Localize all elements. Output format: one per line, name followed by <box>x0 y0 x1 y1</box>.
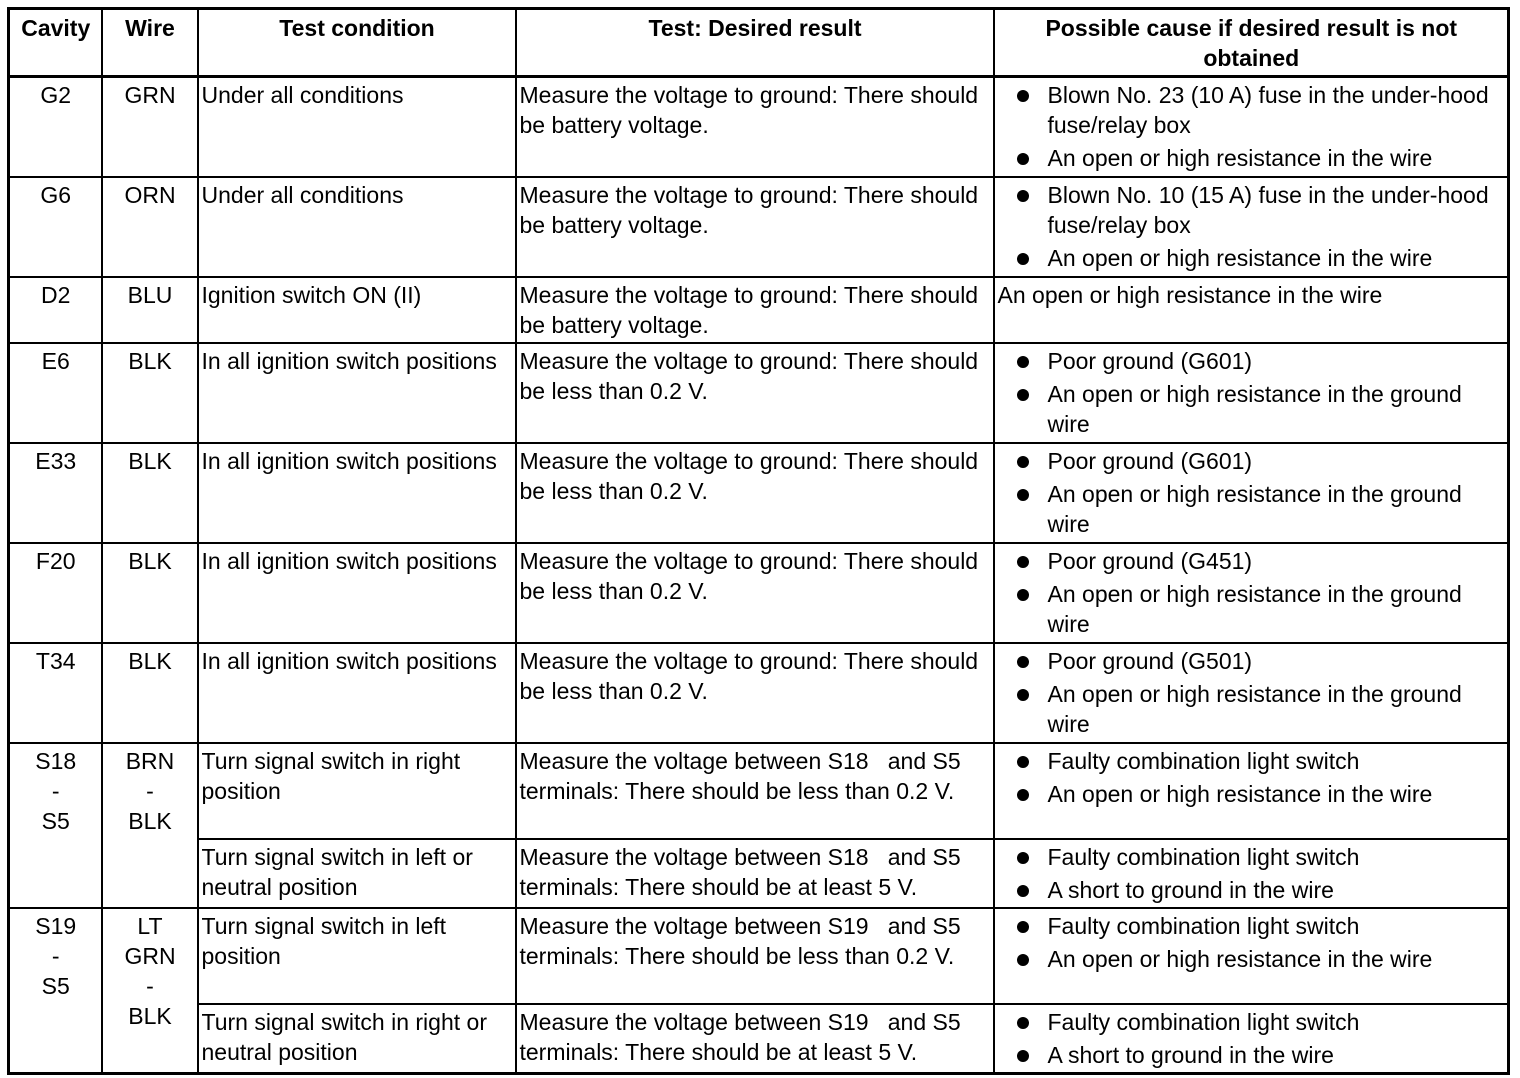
cause-cell <box>994 643 1509 743</box>
cause-item <box>998 446 1506 476</box>
cause-item <box>998 180 1506 240</box>
cause-item <box>998 779 1506 809</box>
cavity-line: S5 <box>41 807 70 834</box>
bullet-icon <box>1017 356 1029 368</box>
bullet-icon <box>1017 153 1029 165</box>
result-cell: Measure the voltage between S18 and S5 terminals: There should be at least 5 V. <box>516 839 994 908</box>
condition-cell: Ignition switch ON (II) <box>198 277 516 343</box>
table-row <box>9 177 1509 277</box>
condition-cell: In all ignition switch positions <box>198 643 516 743</box>
cavity-cell: E6 <box>9 343 102 443</box>
cause-cell <box>994 177 1509 277</box>
cause-text: A short to ground in the wire <box>1047 876 1334 903</box>
bullet-icon <box>1017 589 1029 601</box>
bullet-icon <box>1017 90 1029 102</box>
cavity-cell: F20 <box>9 543 102 643</box>
bullet-icon <box>1017 921 1029 933</box>
bullet-icon <box>1017 556 1029 568</box>
bullet-icon <box>1017 456 1029 468</box>
cavity-cell: T34 <box>9 643 102 743</box>
cause-item <box>998 1040 1506 1070</box>
cause-text: An open or high resistance in the ground wire <box>1047 480 1462 537</box>
cause-text: An open or high resistance in the wire <box>1047 244 1433 271</box>
wire-cell: GRN <box>102 77 198 177</box>
cause-item <box>998 911 1506 941</box>
cause-cell <box>994 743 1509 839</box>
result-cell: Measure the voltage to ground: There should be less than 0.2 V. <box>516 443 994 543</box>
cause-item <box>998 546 1506 576</box>
table-row <box>9 643 1509 743</box>
cause-item <box>998 679 1506 739</box>
bullet-icon <box>1017 689 1029 701</box>
cause-text: Blown No. 10 (15 A) fuse in the under-hood fuse/relay box <box>1047 181 1489 238</box>
wire-cell: BLU <box>102 277 198 343</box>
condition-cell: Turn signal switch in right or neutral position <box>198 1004 516 1074</box>
cavity-cell: E33 <box>9 443 102 543</box>
cause-text: An open or high resistance in the ground wire <box>1047 680 1462 737</box>
result-cell: Measure the voltage between S19 and S5 terminals: There should be at least 5 V. <box>516 1004 994 1074</box>
cause-text: Faulty combination light switch <box>1047 747 1360 774</box>
bullet-icon <box>1017 1050 1029 1062</box>
table-row <box>9 743 1509 839</box>
cavity-line: - <box>51 777 60 804</box>
bullet-icon <box>1017 852 1029 864</box>
wire-line: - <box>146 777 154 804</box>
result-cell: Measure the voltage to ground: There should be less than 0.2 V. <box>516 343 994 443</box>
wire-cell <box>102 743 198 908</box>
cause-item <box>998 842 1506 872</box>
cause-cell <box>994 908 1509 1004</box>
bullet-icon <box>1017 954 1029 966</box>
header-cavity: Cavity <box>9 9 102 77</box>
wire-cell <box>102 908 198 1074</box>
cause-item <box>998 346 1506 376</box>
result-cell: Measure the voltage between S19 and S5 terminals: There should be less than 0.2 V. <box>516 908 994 1004</box>
cause-text: Poor ground (G601) <box>1047 447 1253 474</box>
connector-test-table <box>7 7 1510 1075</box>
cause-text: An open or high resistance in the ground wire <box>1047 580 1462 637</box>
cause-item <box>998 746 1506 776</box>
bullet-icon <box>1017 789 1029 801</box>
cause-item <box>998 579 1506 639</box>
cause-text: An open or high resistance in the ground wire <box>1047 380 1462 437</box>
cavity-cell <box>9 743 102 908</box>
bullet-icon <box>1017 1017 1029 1029</box>
wire-line: BLK <box>128 807 172 834</box>
table-row <box>9 543 1509 643</box>
condition-cell: In all ignition switch positions <box>198 343 516 443</box>
result-cell: Measure the voltage to ground: There should be less than 0.2 V. <box>516 643 994 743</box>
bullet-icon <box>1017 489 1029 501</box>
cause-text: A short to ground in the wire <box>1047 1041 1334 1068</box>
table-row <box>9 443 1509 543</box>
bullet-icon <box>1017 190 1029 202</box>
cavity-line: S18 <box>35 747 77 774</box>
cause-cell <box>994 543 1509 643</box>
wire-line: LT <box>137 912 163 939</box>
bullet-icon <box>1017 756 1029 768</box>
condition-cell: Turn signal switch in left position <box>198 908 516 1004</box>
cavity-line: S5 <box>41 972 70 999</box>
wire-line: BRN <box>125 747 175 774</box>
header-test-condition: Test condition <box>198 9 516 77</box>
cause-text: An open or high resistance in the wire <box>1047 945 1433 972</box>
condition-cell: Turn signal switch in left or neutral position <box>198 839 516 908</box>
result-cell: Measure the voltage to ground: There should be battery voltage. <box>516 277 994 343</box>
cause-text: Poor ground (G601) <box>1047 347 1253 374</box>
cause-text: Blown No. 23 (10 A) fuse in the under-hood fuse/relay box <box>1047 82 1489 138</box>
cause-text: Faulty combination light switch <box>1047 1008 1360 1035</box>
wire-line: BLK <box>128 1002 172 1029</box>
bullet-icon <box>1017 389 1029 401</box>
cause-item <box>998 479 1506 539</box>
bullet-icon <box>1017 885 1029 897</box>
header-possible-cause: Possible cause if desired result is not obtained <box>994 9 1509 77</box>
table-wrapper <box>7 7 1510 1075</box>
wire-cell: BLK <box>102 343 198 443</box>
cause-text: An open or high resistance in the wire <box>1047 780 1433 807</box>
cavity-cell: G6 <box>9 177 102 277</box>
cavity-cell <box>9 908 102 1074</box>
table-row <box>9 77 1509 177</box>
cause-text: Poor ground (G451) <box>1047 547 1253 574</box>
wire-line: - <box>146 972 154 999</box>
cause-cell <box>994 77 1509 177</box>
cause-text: Faulty combination light switch <box>1047 843 1360 870</box>
result-cell: Measure the voltage between S18 and S5 terminals: There should be less than 0.2 V. <box>516 743 994 839</box>
cause-text: Faulty combination light switch <box>1047 912 1360 939</box>
cause-cell <box>994 839 1509 908</box>
condition-cell: Under all conditions <box>198 77 516 177</box>
cavity-cell: D2 <box>9 277 102 343</box>
cause-item <box>998 80 1506 140</box>
condition-cell: Turn signal switch in right position <box>198 743 516 839</box>
result-cell: Measure the voltage to ground: There should be battery voltage. <box>516 177 994 277</box>
wire-cell: BLK <box>102 543 198 643</box>
bullet-icon <box>1017 253 1029 265</box>
bullet-icon <box>1017 656 1029 668</box>
result-cell: Measure the voltage to ground: There should be less than 0.2 V. <box>516 543 994 643</box>
cause-item <box>998 944 1506 974</box>
wire-cell: ORN <box>102 177 198 277</box>
header-wire: Wire <box>102 9 198 77</box>
cause-text: Poor ground (G501) <box>1047 647 1253 674</box>
cause-cell <box>994 443 1509 543</box>
table-row <box>9 839 1509 908</box>
header-desired-result: Test: Desired result <box>516 9 994 77</box>
table-row <box>9 908 1509 1004</box>
cause-text: An open or high resistance in the wire <box>1047 145 1433 171</box>
result-cell: Measure the voltage to ground: There should be battery voltage. <box>516 77 994 177</box>
cause-item <box>998 646 1506 676</box>
cause-cell <box>994 1004 1509 1074</box>
table-row <box>9 1004 1509 1074</box>
header-row <box>9 9 1509 77</box>
condition-cell: In all ignition switch positions <box>198 443 516 543</box>
cause-item <box>998 143 1506 173</box>
cause-cell: An open or high resistance in the wire <box>994 277 1509 343</box>
wire-line: GRN <box>124 942 176 969</box>
cause-item <box>998 1007 1506 1037</box>
wire-cell: BLK <box>102 443 198 543</box>
condition-cell: In all ignition switch positions <box>198 543 516 643</box>
table-row <box>9 277 1509 343</box>
cause-cell <box>994 343 1509 443</box>
table-row <box>9 343 1509 443</box>
cavity-line: S19 <box>35 912 77 939</box>
cause-item <box>998 379 1506 439</box>
cause-item <box>998 243 1506 273</box>
wire-cell: BLK <box>102 643 198 743</box>
cavity-cell: G2 <box>9 77 102 177</box>
cause-item <box>998 875 1506 905</box>
condition-cell: Under all conditions <box>198 177 516 277</box>
cavity-line: - <box>51 942 60 969</box>
